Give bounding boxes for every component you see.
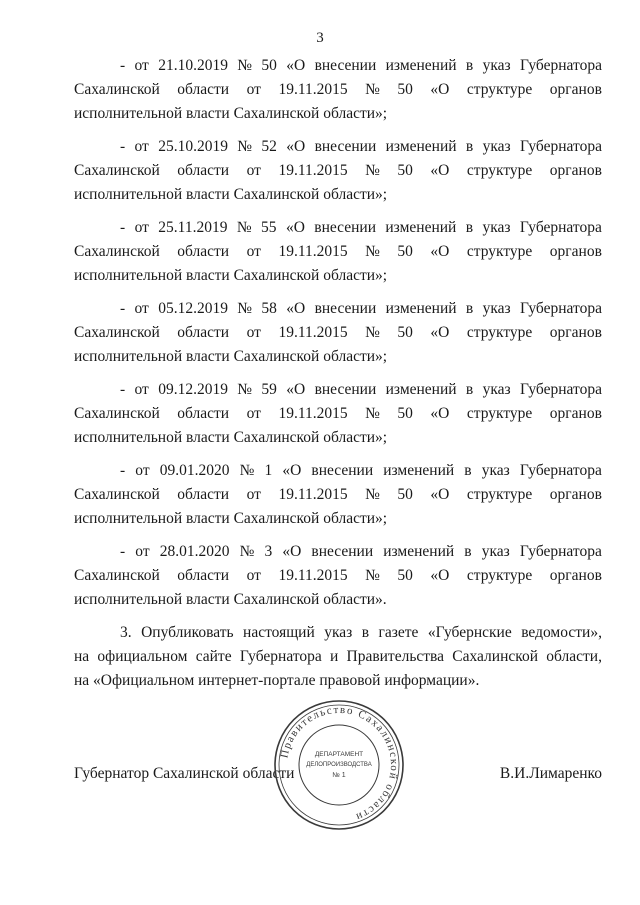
- word: -: [120, 543, 126, 560]
- word: Сахалинской: [74, 243, 160, 260]
- word: органов: [549, 567, 602, 584]
- word: внесении: [311, 462, 374, 479]
- word: ведомости»,: [521, 624, 602, 641]
- word: Губернатора: [520, 57, 602, 74]
- word: -: [120, 462, 126, 479]
- word: от: [246, 324, 261, 341]
- list-item: [74, 378, 602, 450]
- word: №: [365, 324, 380, 341]
- text-line: [74, 264, 602, 288]
- text-line: [74, 588, 602, 612]
- list-item: [74, 135, 602, 207]
- word: исполнительной власти Сахалинской области»;: [74, 105, 388, 122]
- word: указ: [482, 219, 511, 236]
- word: №: [365, 162, 380, 179]
- word: структуре: [466, 324, 533, 341]
- word: №: [239, 462, 255, 479]
- word: «О: [282, 543, 302, 560]
- word: 50: [397, 486, 413, 503]
- word: 3.: [120, 624, 132, 641]
- word: 19.11.2015: [278, 162, 348, 179]
- text-line: [74, 78, 602, 102]
- paragraph: [74, 621, 602, 693]
- word: 19.11.2015: [278, 486, 348, 503]
- word: официальном: [97, 648, 188, 665]
- word: «О: [430, 243, 450, 260]
- word: изменений: [385, 300, 457, 317]
- word: области: [177, 243, 230, 260]
- text-line: [74, 135, 602, 159]
- word: 21.10.2019: [158, 57, 228, 74]
- word: в: [465, 381, 474, 398]
- word: структуре: [466, 162, 533, 179]
- word: Губернатора: [520, 300, 602, 317]
- word: Сахалинской: [74, 567, 160, 584]
- word: в: [465, 57, 474, 74]
- word: области: [177, 81, 230, 98]
- word: на «Официальном интернет-портале правовой информации».: [74, 672, 480, 689]
- word: 59: [261, 381, 277, 398]
- word: от: [134, 300, 149, 317]
- word: 50: [397, 81, 413, 98]
- word: исполнительной власти Сахалинской области»;: [74, 510, 388, 527]
- word: от: [246, 405, 261, 422]
- seal-icon: [272, 698, 406, 832]
- word: №: [365, 486, 380, 503]
- word: исполнительной власти Сахалинской области»;: [74, 267, 388, 284]
- word: внесении: [311, 543, 374, 560]
- word: Сахалинской: [74, 81, 160, 98]
- word: от: [134, 57, 149, 74]
- word: Губернатора: [520, 381, 602, 398]
- word: внесении: [314, 381, 377, 398]
- text-line: [74, 459, 602, 483]
- text-line: [74, 540, 602, 564]
- word: внесении: [314, 138, 377, 155]
- word: области: [177, 405, 230, 422]
- word: внесении: [314, 219, 376, 236]
- text-line: [74, 507, 602, 531]
- word: 50: [397, 405, 413, 422]
- word: в: [465, 219, 474, 236]
- word: Губернатора: [519, 543, 602, 560]
- word: 50: [261, 57, 277, 74]
- word: Правительства: [346, 648, 445, 665]
- seal-ring-text: Правительство Сахалинской области: [278, 703, 401, 824]
- word: области: [177, 486, 230, 503]
- word: структуре: [466, 567, 533, 584]
- word: в: [464, 462, 472, 479]
- word: в: [464, 543, 472, 560]
- word: 19.11.2015: [278, 81, 348, 98]
- word: органов: [549, 243, 602, 260]
- word: указ: [481, 462, 510, 479]
- word: структуре: [466, 243, 533, 260]
- word: «О: [285, 219, 305, 236]
- word: 19.11.2015: [278, 324, 348, 341]
- word: №: [365, 405, 380, 422]
- page-number: 3: [316, 30, 324, 46]
- word: Сахалинской: [74, 405, 160, 422]
- word: указ: [481, 543, 510, 560]
- word: органов: [549, 486, 602, 503]
- text-line: [74, 426, 602, 450]
- word: области,: [546, 648, 602, 665]
- word: указ: [482, 381, 511, 398]
- word: 09.01.2020: [159, 462, 230, 479]
- word: 50: [397, 243, 413, 260]
- word: Сахалинской: [74, 486, 160, 503]
- word: от: [246, 243, 261, 260]
- word: указ: [324, 624, 353, 641]
- list-item: [74, 297, 602, 369]
- word: Опубликовать: [141, 624, 234, 641]
- word: №: [365, 81, 380, 98]
- word: области: [177, 324, 230, 341]
- word: «О: [286, 138, 306, 155]
- word: области: [177, 567, 230, 584]
- text-line: [74, 645, 602, 669]
- word: газете: [378, 624, 419, 641]
- word: 19.11.2015: [278, 243, 348, 260]
- word: настоящий: [243, 624, 315, 641]
- word: от: [135, 462, 150, 479]
- word: исполнительной власти Сахалинской области»;: [74, 186, 388, 203]
- signatory-name: В.И.Лимаренко: [499, 765, 602, 782]
- word: в: [361, 624, 370, 641]
- word: и: [329, 648, 339, 665]
- word: исполнительной власти Сахалинской области».: [74, 591, 387, 608]
- word: 25.11.2019: [158, 219, 228, 236]
- word: Губернатора: [519, 219, 602, 236]
- text-line: [74, 54, 602, 78]
- word: от: [246, 486, 261, 503]
- word: от: [134, 381, 149, 398]
- word: «О: [286, 57, 306, 74]
- text-line: [74, 621, 602, 645]
- word: исполнительной власти Сахалинской области»;: [74, 348, 388, 365]
- word: Сахалинской: [452, 648, 539, 665]
- word: «О: [286, 300, 306, 317]
- word: структуре: [466, 486, 533, 503]
- word: -: [120, 57, 126, 74]
- word: от: [134, 138, 149, 155]
- word: «О: [430, 567, 450, 584]
- word: изменений: [385, 138, 457, 155]
- word: от: [134, 219, 149, 236]
- word: -: [120, 219, 126, 236]
- word: 28.01.2020: [159, 543, 230, 560]
- text-line: [74, 159, 602, 183]
- word: области: [177, 162, 230, 179]
- word: структуре: [466, 405, 533, 422]
- word: «О: [430, 162, 450, 179]
- text-line: [74, 297, 602, 321]
- word: 1: [264, 462, 273, 479]
- word: №: [236, 219, 252, 236]
- word: указ: [482, 300, 511, 317]
- word: органов: [549, 324, 602, 341]
- word: изменений: [383, 543, 455, 560]
- text-line: [74, 216, 602, 240]
- word: органов: [549, 81, 602, 98]
- word: «Губернские: [427, 624, 512, 641]
- word: «О: [430, 486, 450, 503]
- word: №: [237, 138, 253, 155]
- text-line: [74, 483, 602, 507]
- word: 58: [261, 300, 277, 317]
- list-item: [74, 54, 602, 126]
- text-line: [74, 564, 602, 588]
- word: от: [135, 543, 150, 560]
- word: 19.11.2015: [278, 405, 348, 422]
- word: «О: [430, 405, 450, 422]
- word: 50: [397, 324, 413, 341]
- word: 25.10.2019: [158, 138, 228, 155]
- word: «О: [430, 81, 450, 98]
- seal-line-3: № 1: [332, 772, 346, 779]
- list-item: [74, 459, 602, 531]
- word: органов: [549, 405, 602, 422]
- word: -: [120, 381, 126, 398]
- word: в: [465, 138, 474, 155]
- word: исполнительной власти Сахалинской области»;: [74, 429, 388, 446]
- text-line: [74, 240, 602, 264]
- seal-line-1: ДЕПАРТАМЕНТ: [314, 751, 364, 758]
- text-line: [74, 102, 602, 126]
- word: 50: [397, 162, 413, 179]
- word: «О: [286, 381, 306, 398]
- word: Сахалинской: [74, 162, 160, 179]
- word: органов: [549, 162, 602, 179]
- word: №: [237, 381, 253, 398]
- word: №: [365, 243, 380, 260]
- text-line: [74, 345, 602, 369]
- list-item: [74, 216, 602, 288]
- word: изменений: [383, 462, 455, 479]
- text-line: [74, 321, 602, 345]
- seal-line-2: ДЕЛОПРОИЗВОДСТВА: [306, 762, 372, 768]
- list-item: [74, 540, 602, 612]
- word: внесении: [314, 300, 377, 317]
- word: внесении: [314, 57, 377, 74]
- word: 52: [261, 138, 277, 155]
- word: от: [246, 162, 261, 179]
- word: -: [120, 300, 126, 317]
- word: №: [237, 57, 253, 74]
- word: 3: [264, 543, 273, 560]
- word: Губернатора: [239, 648, 322, 665]
- word: указ: [482, 57, 511, 74]
- word: на: [74, 648, 90, 665]
- word: Сахалинской: [74, 324, 160, 341]
- text-line: [74, 378, 602, 402]
- word: 55: [261, 219, 277, 236]
- word: 05.12.2019: [158, 300, 228, 317]
- word: 50: [397, 567, 413, 584]
- word: изменений: [385, 219, 457, 236]
- official-seal-stamp: [272, 698, 406, 832]
- word: №: [239, 543, 255, 560]
- word: Губернатора: [519, 462, 602, 479]
- word: №: [365, 567, 380, 584]
- text-line: [74, 669, 602, 693]
- word: изменений: [385, 57, 457, 74]
- word: «О: [430, 324, 450, 341]
- word: в: [465, 300, 474, 317]
- word: от: [246, 567, 261, 584]
- word: сайте: [195, 648, 232, 665]
- text-line: [74, 183, 602, 207]
- document-body: [74, 54, 602, 702]
- word: 09.12.2019: [158, 381, 228, 398]
- word: от: [246, 81, 261, 98]
- word: «О: [282, 462, 302, 479]
- word: изменений: [385, 381, 457, 398]
- word: Губернатора: [520, 138, 602, 155]
- signatory-title: Губернатор Сахалинской области: [74, 765, 295, 782]
- word: 19.11.2015: [278, 567, 348, 584]
- word: №: [237, 300, 253, 317]
- text-line: [74, 402, 602, 426]
- word: структуре: [466, 81, 533, 98]
- word: -: [120, 138, 126, 155]
- word: указ: [482, 138, 511, 155]
